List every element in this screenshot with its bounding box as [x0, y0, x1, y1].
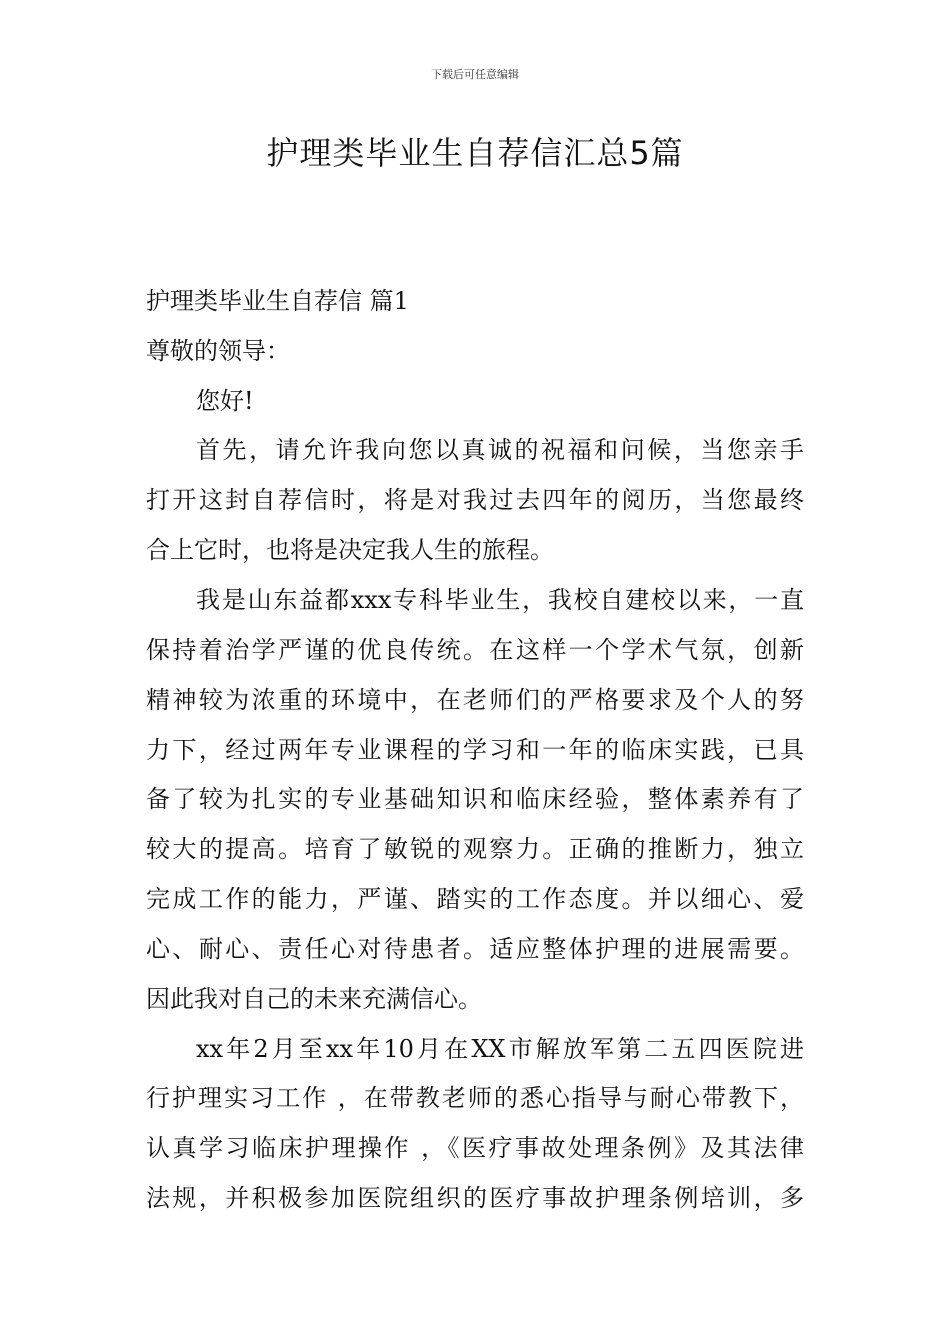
- document-title: 护理类毕业生自荐信汇总5篇: [266, 134, 684, 172]
- salutation: 尊敬的领导：: [146, 337, 290, 365]
- paragraph1-line: 首先，请允许我向您以真诚的祝福和问候，当您亲手: [196, 436, 804, 464]
- paragraph2-line: 较大的提高。培育了敏锐的观察力。正确的推断力，独立: [146, 835, 804, 863]
- paragraph3-line: 行护理实习工作 ，在带教老师的悉心指导与耐心带教下，: [146, 1084, 804, 1112]
- paragraph1-line: 打开这封自荐信时，将是对我过去四年的阅历，当您最终: [146, 486, 804, 514]
- paragraph3-line: xx年2月至xx年10月在XX市解放军第二五四医院进: [196, 1035, 804, 1063]
- paragraph2-line: 心、耐心、责任心对待患者。适应整体护理的进展需要。: [146, 935, 804, 963]
- header-note: 下载后可任意编辑: [431, 68, 519, 81]
- paragraph2-line: 完成工作的能力，严谨、踏实的工作态度。并以细心、爱: [146, 885, 804, 913]
- paragraph2-line: 备了较为扎实的专业基础知识和临床经验，整体素养有了: [146, 785, 804, 813]
- paragraph2-line: 因此我对自己的未来充满信心。: [146, 985, 482, 1013]
- section-heading: 护理类毕业生自荐信 篇1: [146, 287, 409, 315]
- paragraph3-line: 法规，并积极参加医院组织的医疗事故护理条例培训，多: [146, 1184, 804, 1212]
- paragraph1-line: 合上它时，也将是决定我人生的旅程。: [146, 536, 554, 564]
- paragraph2-line: 精神较为浓重的环境中，在老师们的严格要求及个人的努: [146, 686, 804, 714]
- paragraph2-line: 保持着治学严谨的优良传统。在这样一个学术气氛，创新: [146, 636, 804, 664]
- paragraph2-line: 力下，经过两年专业课程的学习和一年的临床实践，已具: [146, 736, 804, 764]
- greeting: 您好!: [196, 387, 254, 415]
- paragraph2-line: 我是山东益都xxx专科毕业生，我校自建校以来，一直: [196, 586, 804, 614]
- paragraph3-line: 认真学习临床护理操作 ，《医疗事故处理条例》及其法律: [146, 1134, 804, 1162]
